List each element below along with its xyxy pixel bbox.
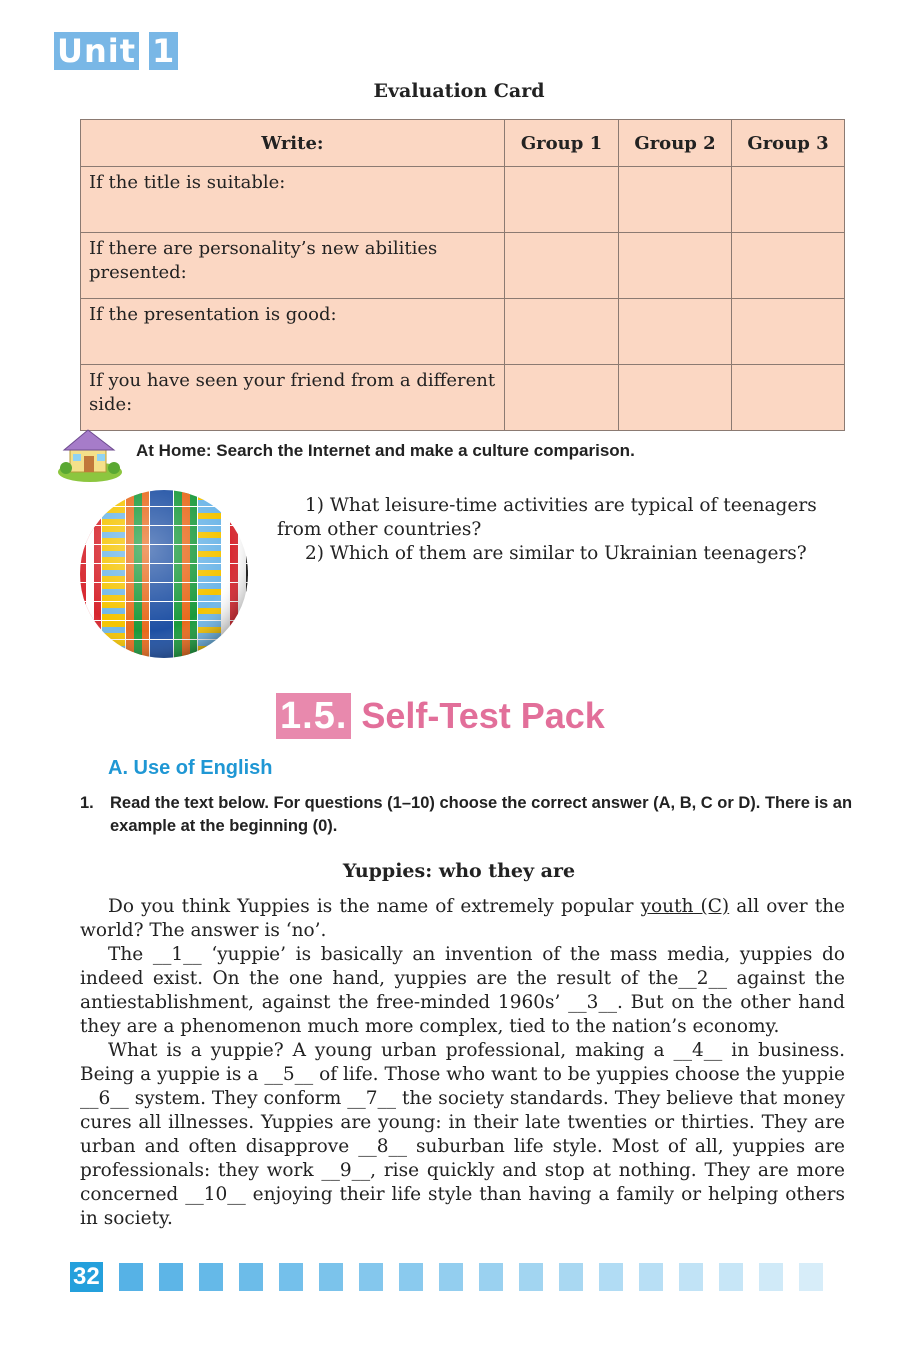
decorative-square	[399, 1263, 423, 1291]
decorative-square	[479, 1263, 503, 1291]
table-cell[interactable]	[619, 365, 732, 431]
decorative-square	[159, 1263, 183, 1291]
paragraph-2: The __1__ ‘yuppie’ is basically an invention of the mass media, yuppies do indeed exist. On the one hand, yuppies are the result of the__2__ against the antiestablishment, against the free-minded 1960s’ __3__. But on the other hand they are a phenomenon much more complex, tied to the nation’s economy.	[80, 944, 845, 1037]
flags-globe-icon	[78, 488, 250, 660]
page-number: 32	[70, 1262, 103, 1292]
house-icon	[56, 424, 124, 484]
question-2: 2) Which of them are similar to Ukrainian teenagers?	[305, 543, 807, 564]
table-cell[interactable]	[619, 167, 732, 233]
unit-label	[54, 32, 178, 70]
table-cell[interactable]	[619, 233, 732, 299]
table-cell[interactable]	[504, 299, 618, 365]
column-header: Group 2	[619, 120, 732, 167]
reading-title: Yuppies: who they are	[342, 860, 576, 882]
table-cell[interactable]	[731, 299, 844, 365]
table-row	[81, 233, 845, 299]
row-label: If there are personality’s new abilities presented:	[81, 233, 505, 299]
column-header: Write:	[81, 120, 505, 167]
paragraph-text: all over the world? The answer is ‘no’.	[80, 896, 846, 941]
decorative-square	[759, 1263, 783, 1291]
decorative-square	[799, 1263, 823, 1291]
decorative-square	[279, 1263, 303, 1291]
decorative-square	[679, 1263, 703, 1291]
home-task-text: At Home: Search the Internet and make a culture comparison.	[136, 441, 635, 460]
paragraph-text: Do you think Yuppies is the name of extremely popular	[108, 896, 641, 917]
decorative-square	[319, 1263, 343, 1291]
table-cell[interactable]	[731, 167, 844, 233]
decorative-square	[119, 1263, 143, 1291]
table-row	[81, 365, 845, 431]
column-header: Group 3	[731, 120, 844, 167]
task-text: Read the text below. For questions (1–10) choose the correct answer (A, B, C or D). There is an example at the beginning (0).	[110, 794, 853, 835]
paragraph-3: What is a yuppie? A young urban professional, making a __4__ in business. Being a yuppie is a __5__ of life. Those who want to be yuppies choose the yuppie __6__ system. They conform __7__ the society standards. They believe that money cures all illnesses. Yuppies are young: in their late twenties or thirties. They are urban and often disapprove __8__ suburban life style. Most of all, yuppies are professionals: they work __9__, rise quickly and stop at nothing. They are more concerned __10__ enjoying their life style than having a family or helping others in society.	[80, 1040, 845, 1229]
row-label: If you have seen your friend from a different side:	[81, 365, 505, 431]
example-answer: youth (C)	[640, 896, 730, 917]
decorative-square	[639, 1263, 663, 1291]
decorative-square	[239, 1263, 263, 1291]
unit-word: Unit	[54, 32, 139, 70]
subsection-heading: A. Use of English	[108, 757, 273, 779]
column-header: Group 1	[504, 120, 618, 167]
table-cell[interactable]	[619, 299, 732, 365]
table-header-row	[81, 120, 845, 167]
decorative-square	[199, 1263, 223, 1291]
decorative-square	[599, 1263, 623, 1291]
section-title: Self-Test Pack	[361, 695, 605, 736]
row-label: If the presentation is good:	[81, 299, 505, 365]
unit-number: 1	[149, 32, 178, 70]
reading-text	[80, 895, 845, 1231]
paragraph-1	[80, 895, 845, 943]
page-footer	[70, 1262, 823, 1292]
table-cell[interactable]	[731, 233, 844, 299]
evaluation-table	[80, 119, 845, 431]
decorative-square	[719, 1263, 743, 1291]
evaluation-card-title: Evaluation Card	[373, 80, 545, 102]
section-heading	[276, 692, 605, 740]
table-cell[interactable]	[504, 365, 618, 431]
section-number: 1.5.	[276, 693, 351, 739]
table-row	[81, 167, 845, 233]
decorative-square	[359, 1263, 383, 1291]
decorative-square	[519, 1263, 543, 1291]
row-label: If the title is suitable:	[81, 167, 505, 233]
task-number: 1.	[80, 794, 94, 812]
decorative-square	[439, 1263, 463, 1291]
task-instruction	[80, 792, 860, 838]
table-cell[interactable]	[504, 167, 618, 233]
question-1: 1) What leisure-time activities are typical of teenagers from other countries?	[277, 495, 817, 540]
table-cell[interactable]	[504, 233, 618, 299]
table-row	[81, 299, 845, 365]
home-questions	[277, 494, 847, 566]
decorative-square	[559, 1263, 583, 1291]
table-cell[interactable]	[731, 365, 844, 431]
